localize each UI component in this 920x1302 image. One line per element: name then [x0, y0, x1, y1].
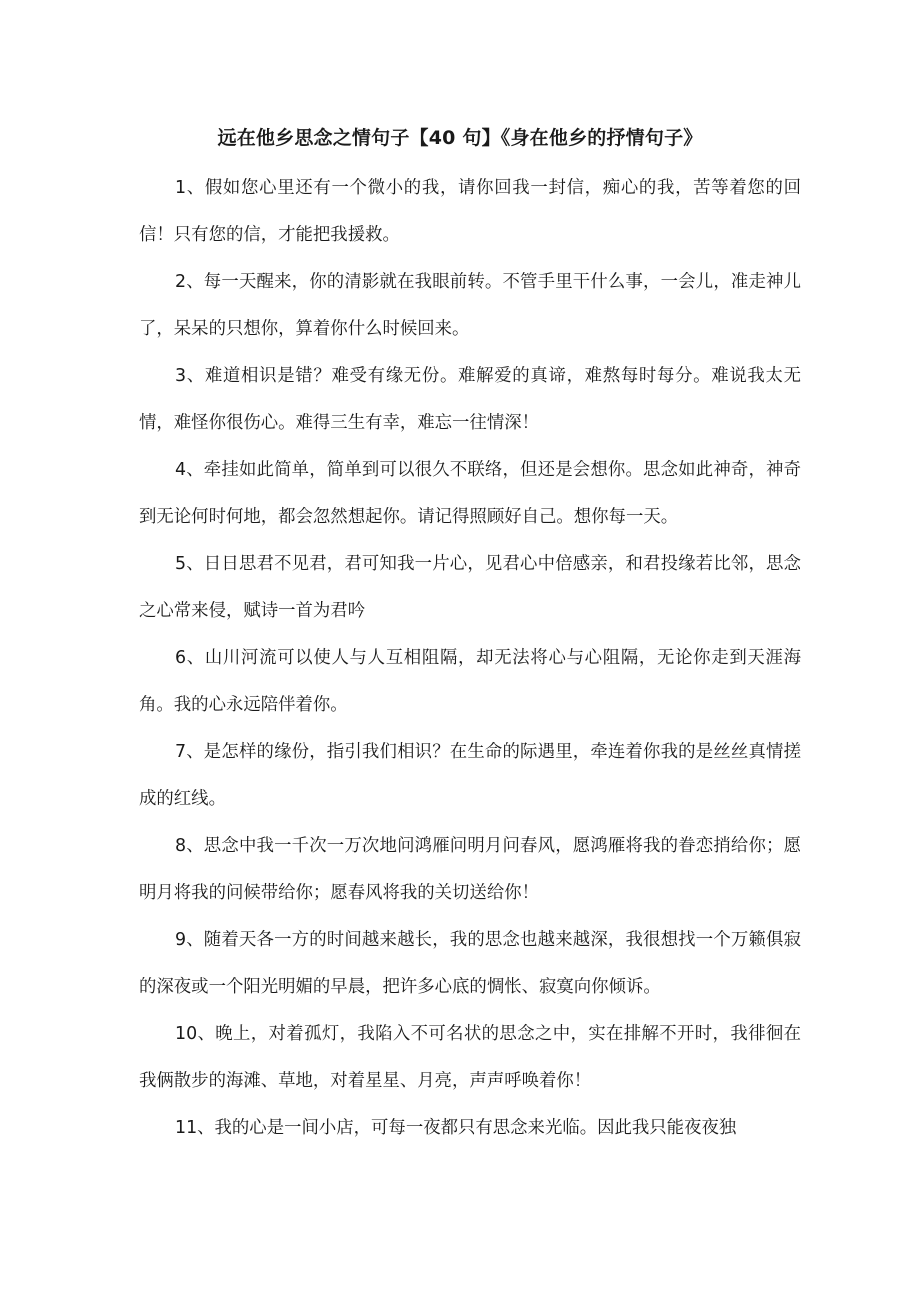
document-body: [139, 165, 801, 1152]
paragraph-11: 11、我的心是一间小店，可每一夜都只有思念来光临。因此我只能夜夜独: [175, 1118, 737, 1138]
paragraph-10: 10、晚上，对着孤灯，我陷入不可名状的思念之中，实在排解不开时，我徘徊在我俩散步的海滩、草地，对着星星、月亮，声声呼唤着你！: [139, 1024, 801, 1091]
paragraph-2: 2、每一天醒来，你的清影就在我眼前转。不管手里干什么事，一会儿，准走神儿了，呆呆的只想你，算着你什么时候回来。: [139, 272, 801, 339]
paragraph-8: 8、思念中我一千次一万次地问鸿雁问明月问春风，愿鸿雁将我的眷恋捎给你；愿明月将我的问候带给你；愿春风将我的关切送给你！: [139, 836, 801, 903]
paragraph-7: 7、是怎样的缘份，指引我们相识？在生命的际遇里，牵连着你我的是丝丝真情搓成的红线。: [139, 742, 801, 809]
paragraph-6: 6、山川河流可以使人与人互相阻隔，却无法将心与心阻隔，无论你走到天涯海角。我的心永远陪伴着你。: [139, 648, 801, 715]
paragraph-5: 5、日日思君不见君，君可知我一片心，见君心中倍感亲，和君投缘若比邻，思念之心常来侵，赋诗一首为君吟: [139, 554, 801, 621]
document-title: 远在他乡思念之情句子【40 句】《身在他乡的抒情句子》: [217, 127, 703, 149]
paragraph-9: 9、随着天各一方的时间越来越长，我的思念也越来越深，我很想找一个万籁俱寂的深夜或一个阳光明媚的早晨，把许多心底的惆怅、寂寞向你倾诉。: [139, 930, 801, 997]
paragraph-4: 4、牵挂如此简单，简单到可以很久不联络，但还是会想你。思念如此神奇，神奇到无论何时何地，都会忽然想起你。请记得照顾好自己。想你每一天。: [139, 460, 801, 527]
paragraph-3: 3、难道相识是错？难受有缘无份。难解爱的真谛，难熬每时每分。难说我太无情，难怪你很伤心。难得三生有幸，难忘一往情深！: [139, 366, 801, 433]
paragraph-1: 1、假如您心里还有一个微小的我，请你回我一封信，痴心的我，苦等着您的回信！只有您的信，才能把我援救。: [139, 178, 801, 245]
